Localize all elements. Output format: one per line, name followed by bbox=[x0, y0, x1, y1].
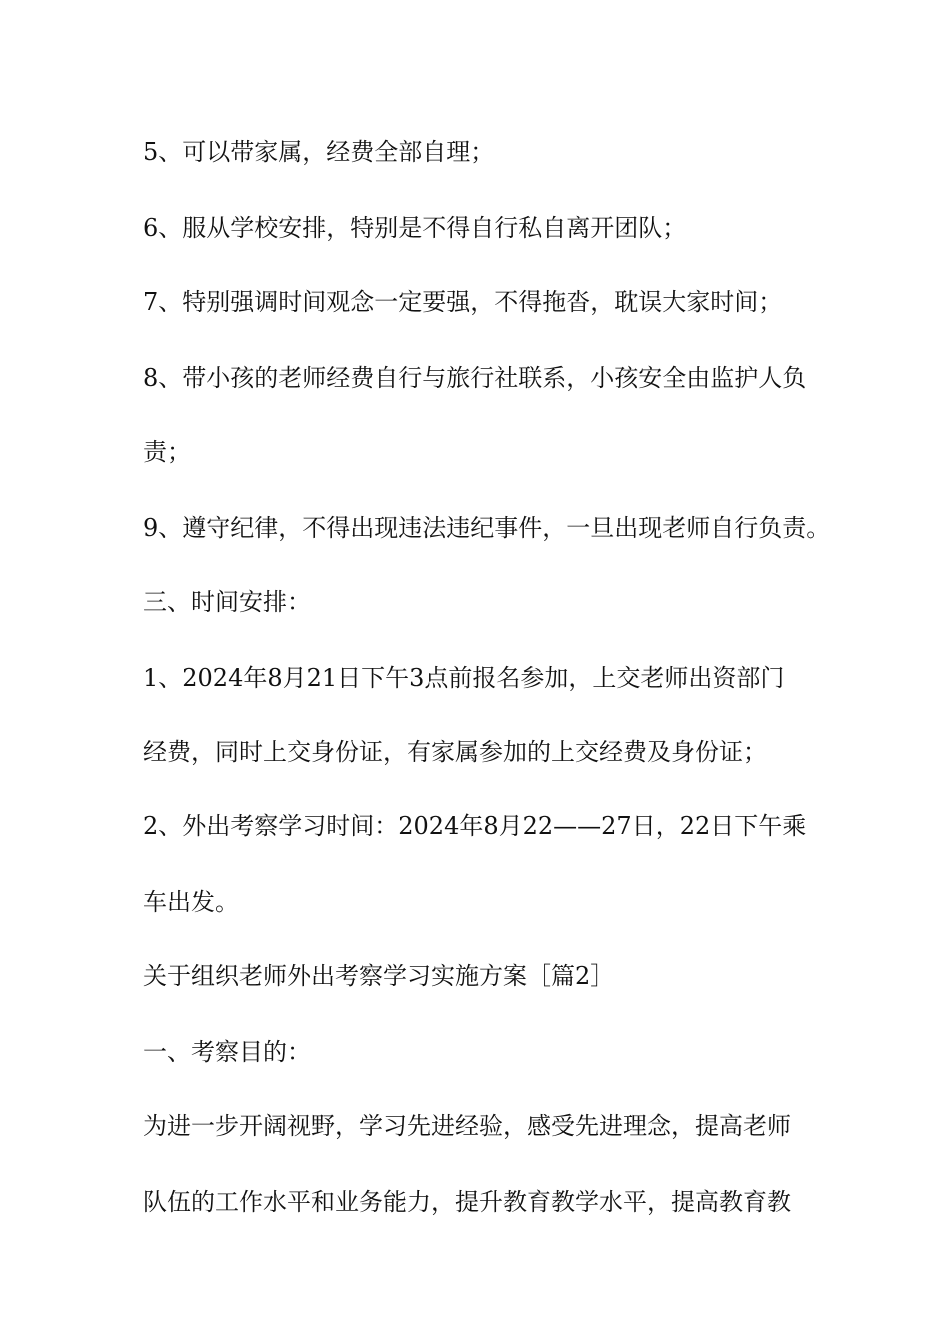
text-line-schedule-2-cont: 车出发。 bbox=[143, 888, 239, 916]
text-line-item-7: 7、特别强调时间观念一定要强，不得拖沓，耽误大家时间； bbox=[143, 288, 783, 316]
text-line-item-5: 5、可以带家属，经费全部自理； bbox=[143, 138, 495, 166]
text-line-item-8: 8、带小孩的老师经费自行与旅行社联系，小孩安全由监护人负 bbox=[143, 364, 807, 392]
section-heading-purpose: 一、考察目的： bbox=[143, 1038, 311, 1066]
section-heading-schedule: 三、时间安排： bbox=[143, 588, 311, 616]
text-line-schedule-1-cont: 经费，同时上交身份证，有家属参加的上交经费及身份证； bbox=[143, 738, 767, 766]
text-line-item-9: 9、遵守纪律，不得出现违法违纪事件，一旦出现老师自行负责。 bbox=[143, 514, 831, 542]
text-line-item-8-cont: 责； bbox=[143, 438, 191, 466]
text-line-item-6: 6、服从学校安排，特别是不得自行私自离开团队； bbox=[143, 214, 687, 242]
text-line-schedule-2: 2、外出考察学习时间：2024年8月22——27日，22日下午乘 bbox=[143, 812, 807, 840]
text-line-purpose-1: 为进一步开阔视野，学习先进经验，感受先进理念，提高老师 bbox=[143, 1112, 791, 1140]
document-subtitle: 关于组织老师外出考察学习实施方案［篇2］ bbox=[143, 962, 615, 990]
text-line-schedule-1: 1、2024年8月21日下午3点前报名参加，上交老师出资部门 bbox=[143, 664, 785, 692]
text-line-purpose-2: 队伍的工作水平和业务能力，提升教育教学水平，提高教育教 bbox=[143, 1188, 791, 1216]
